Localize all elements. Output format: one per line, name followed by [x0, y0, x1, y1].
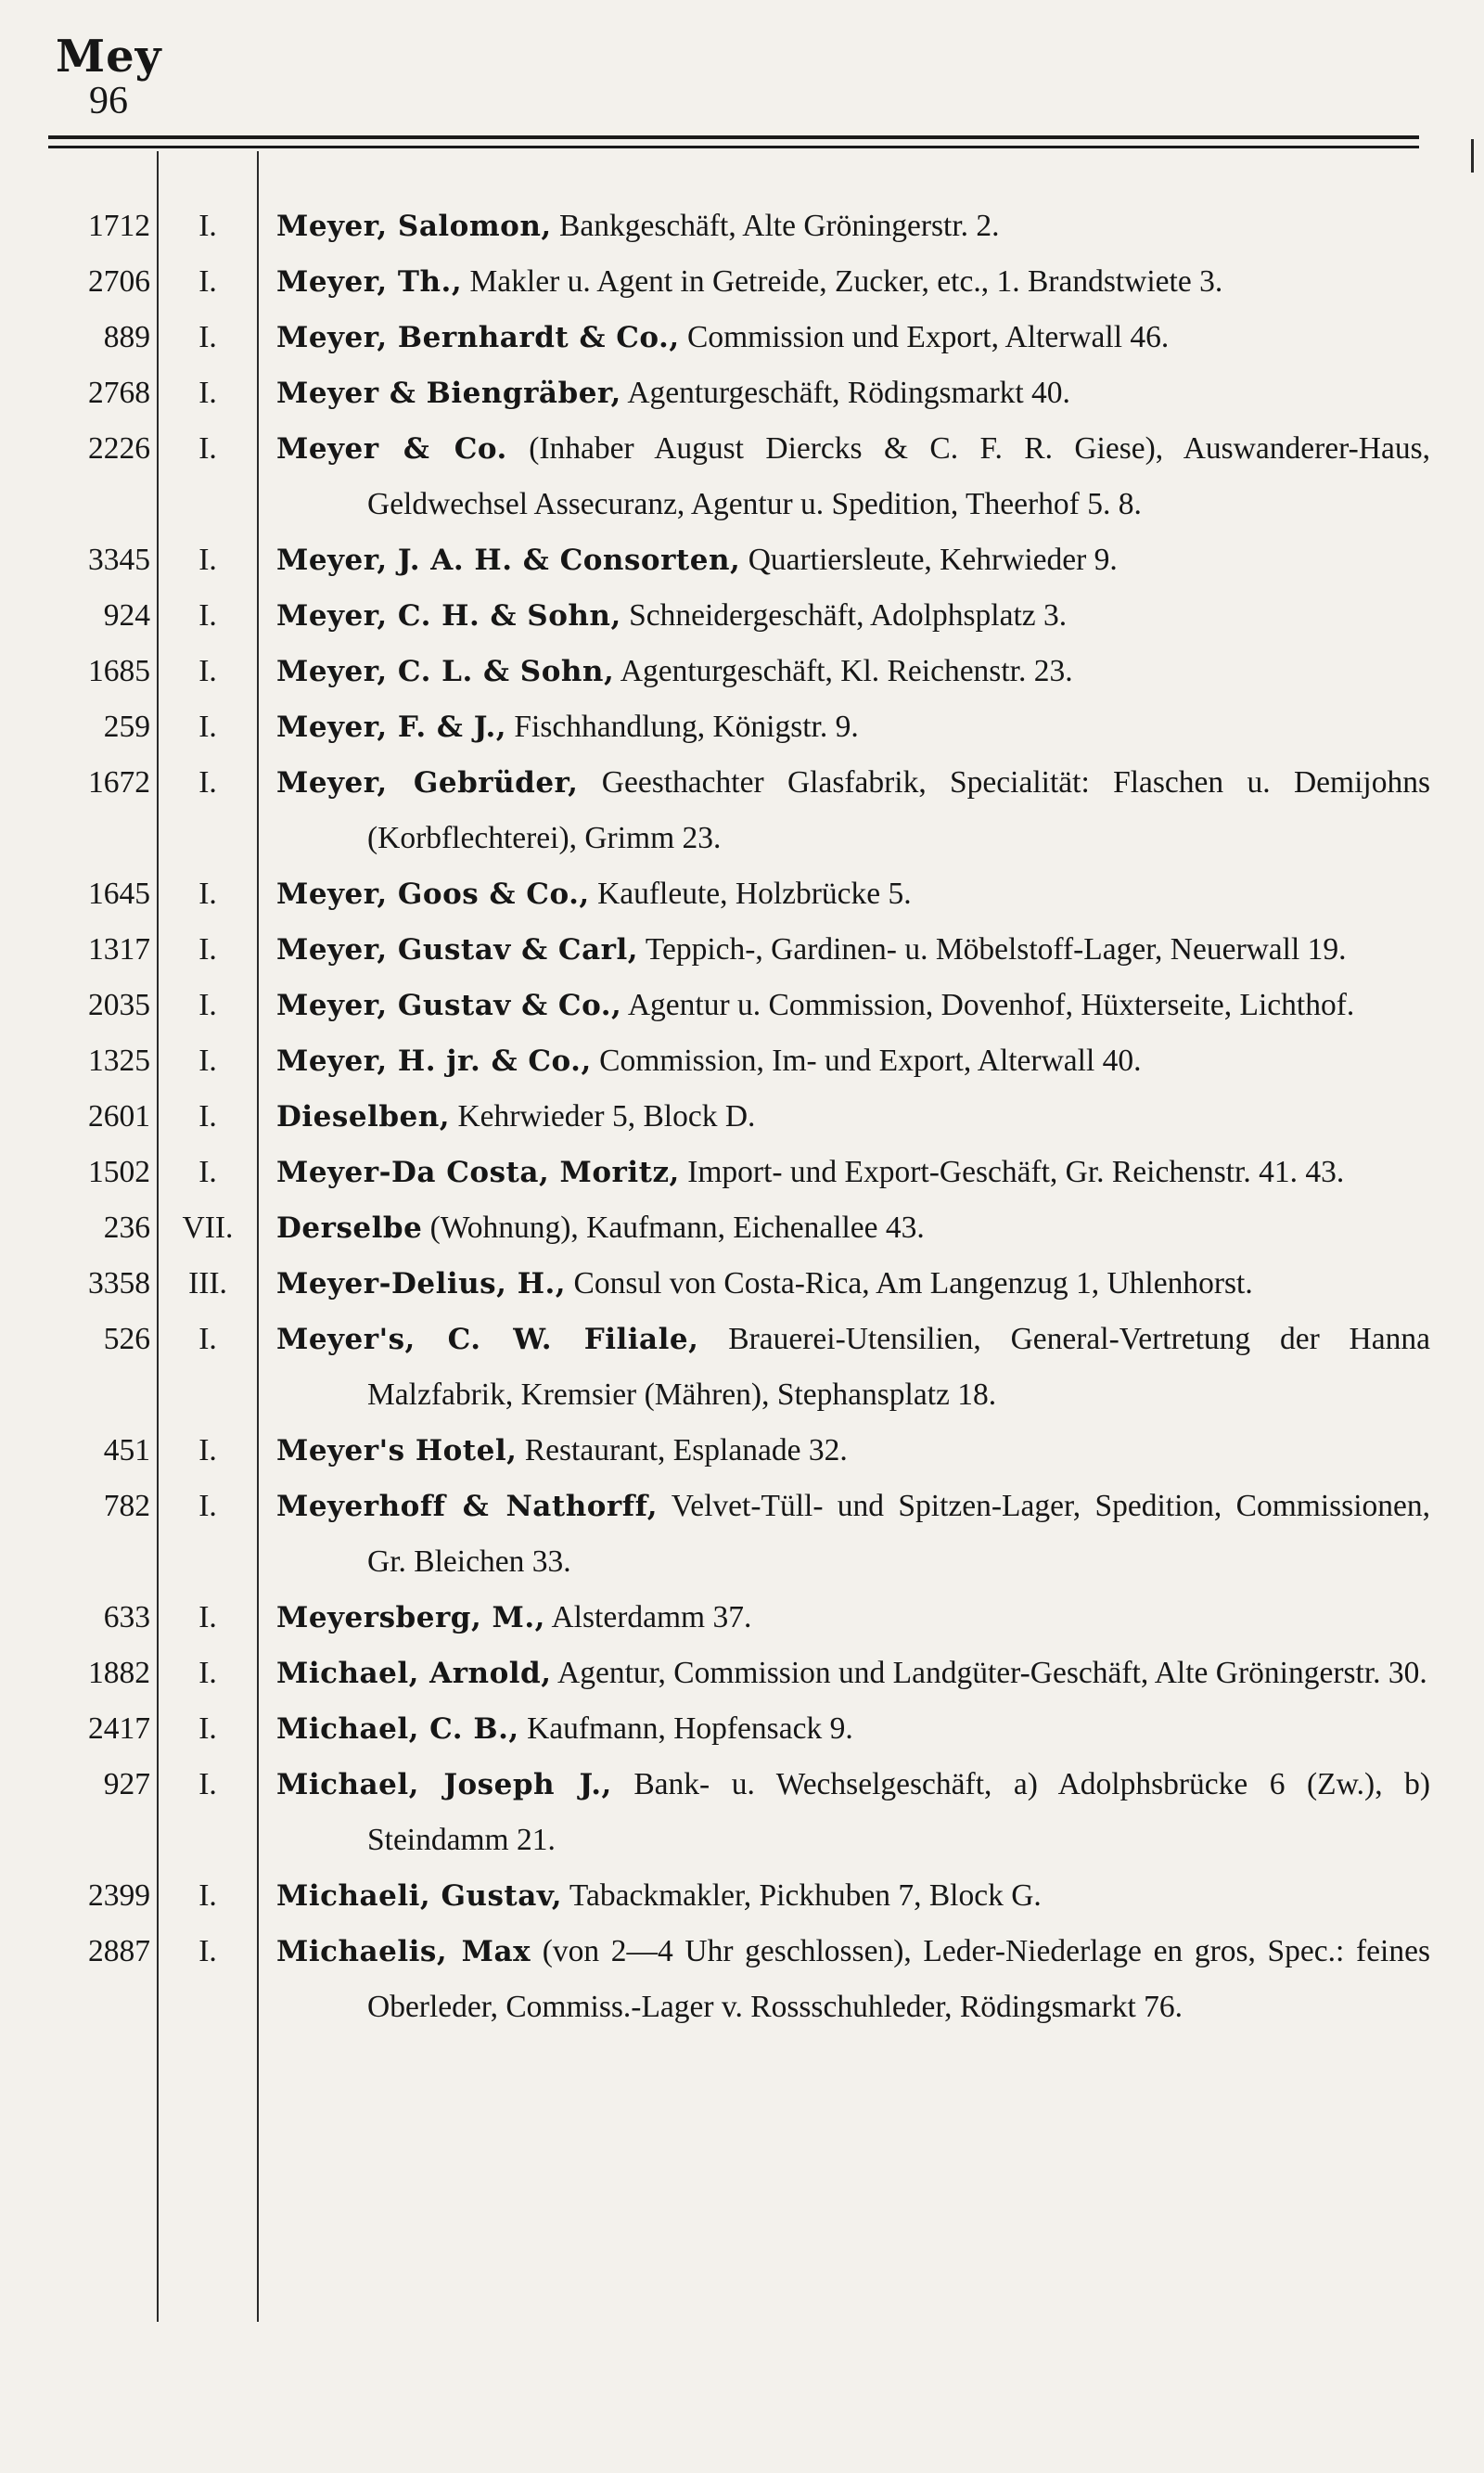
- header-rule-thin: [48, 146, 1419, 148]
- entry-number: 1882: [88, 1656, 150, 1690]
- entry-number: 1672: [88, 765, 150, 800]
- directory-entry: [0, 1868, 1484, 1924]
- entry-name: Michaelis, Max: [276, 1935, 531, 1968]
- entry-number: 2706: [88, 264, 150, 299]
- entry-description: Restaurant, Esplanade 32.: [517, 1433, 848, 1467]
- header-rule-thick: [48, 135, 1419, 139]
- entry-name: Meyer, Gebrüder,: [276, 766, 579, 800]
- entry-district: I.: [198, 1767, 217, 1801]
- entry-district: I.: [198, 1155, 217, 1189]
- entry-name: Meyer & Biengräber,: [276, 377, 621, 410]
- entry-description: Bank- u. Wechselgeschäft, a) Adolphsbrücke 6 (Zw.), b) Steindamm 21.: [367, 1767, 1430, 1857]
- entry-description: Tabackmakler, Pickhuben 7, Block G.: [562, 1878, 1042, 1913]
- directory-entry: [0, 1701, 1484, 1757]
- entry-district: I.: [198, 988, 217, 1022]
- entry-text: [276, 644, 1430, 699]
- entry-text: [276, 365, 1430, 421]
- entry-name: Meyer, Goos & Co.,: [276, 878, 590, 911]
- entry-text: [276, 1200, 1430, 1256]
- directory-entry: [0, 1757, 1484, 1868]
- entry-description: Kehrwieder 5, Block D.: [450, 1099, 756, 1134]
- entry-number: 1712: [88, 209, 150, 243]
- entry-number: 633: [103, 1600, 150, 1634]
- entry-name: Meyer, J. A. H. & Consorten,: [276, 544, 741, 577]
- directory-entry: [0, 588, 1484, 644]
- entry-name: Meyer-Delius, H.,: [276, 1267, 567, 1301]
- entry-description: (von 2—4 Uhr geschlossen), Leder-Niederlage en gros, Spec.: feines Oberleder, Commiss.-Lager v. Rossschuhleder, Rödingsmarkt 76.: [367, 1934, 1430, 2024]
- entry-name: Meyer, Salomon,: [276, 210, 552, 243]
- entry-description: Quartiersleute, Kehrwieder 9.: [740, 543, 1118, 577]
- entry-text: [276, 1757, 1430, 1868]
- entry-number: 3345: [88, 543, 150, 577]
- entry-text: [276, 1423, 1430, 1479]
- entry-text: [276, 1256, 1430, 1312]
- entry-name: Michael, Joseph J.,: [276, 1768, 612, 1801]
- entry-name: Meyer-Da Costa, Moritz,: [276, 1156, 680, 1189]
- entry-number: 924: [103, 598, 150, 633]
- entry-text: [276, 1312, 1430, 1423]
- entry-district: I.: [198, 598, 217, 633]
- entry-district: I.: [198, 710, 217, 744]
- entry-description: Geesthachter Glasfabrik, Specialität: Flaschen u. Demijohns (Korbflechterei), Grimm 23.: [367, 765, 1430, 855]
- edge-mark: [1471, 139, 1474, 173]
- directory-entry: [0, 1646, 1484, 1701]
- entry-text: [276, 1479, 1430, 1590]
- entry-district: I.: [198, 1433, 217, 1467]
- directory-entry: [0, 1312, 1484, 1423]
- entry-text: [276, 866, 1430, 922]
- directory-entries: [0, 199, 1484, 2035]
- entry-number: 451: [103, 1433, 150, 1467]
- entry-text: [276, 532, 1430, 588]
- directory-entry: [0, 755, 1484, 866]
- entry-district: I.: [198, 1099, 217, 1134]
- entry-description: Agentur, Commission und Landgüter-Geschäft, Alte Gröningerstr. 30.: [551, 1656, 1427, 1690]
- entry-number: 889: [103, 320, 150, 354]
- entry-district: I.: [198, 932, 217, 967]
- entry-number: 2226: [88, 431, 150, 466]
- entry-number: 1325: [88, 1044, 150, 1078]
- entry-text: [276, 254, 1430, 310]
- directory-entry: [0, 1423, 1484, 1479]
- entry-name: Meyer, Gustav & Carl,: [276, 933, 639, 967]
- entry-name: Meyer, H. jr. & Co.,: [276, 1044, 592, 1078]
- entry-district: I.: [198, 209, 217, 243]
- entry-district: I.: [198, 877, 217, 911]
- entry-description: Makler u. Agent in Getreide, Zucker, etc., 1. Brandstwiete 3.: [462, 264, 1223, 299]
- entry-district: I.: [198, 654, 217, 688]
- entry-text: [276, 199, 1430, 254]
- entry-district: I.: [198, 1489, 217, 1523]
- entry-name: Meyer, C. H. & Sohn,: [276, 599, 621, 633]
- entry-text: [276, 699, 1430, 755]
- entry-description: Teppich-, Gardinen- u. Möbelstoff-Lager, Neuerwall 19.: [638, 932, 1347, 967]
- entry-number: 259: [103, 710, 150, 744]
- entry-text: [276, 755, 1430, 866]
- entry-district: I.: [198, 1044, 217, 1078]
- entry-district: I.: [198, 1656, 217, 1690]
- entry-description: Consul von Costa-Rica, Am Langenzug 1, Uhlenhorst.: [566, 1266, 1253, 1301]
- directory-entry: [0, 1145, 1484, 1200]
- entry-description: Agenturgeschäft, Rödingsmarkt 40.: [620, 376, 1070, 410]
- entry-number: 1317: [88, 932, 150, 967]
- entry-name: Derselbe: [276, 1211, 423, 1245]
- directory-entry: [0, 310, 1484, 365]
- entry-text: [276, 588, 1430, 644]
- entry-district: I.: [198, 1711, 217, 1746]
- entry-text: [276, 922, 1430, 978]
- entry-description: Alsterdamm 37.: [544, 1600, 752, 1634]
- entry-description: Commission und Export, Alterwall 46.: [679, 320, 1170, 354]
- entry-district: III.: [188, 1266, 227, 1301]
- entry-number: 2601: [88, 1099, 150, 1134]
- entry-name: Meyer & Co.: [276, 432, 507, 466]
- entry-description: Import- und Export-Geschäft, Gr. Reichenstr. 41. 43.: [679, 1155, 1345, 1189]
- entry-description: Kaufleute, Holzbrücke 5.: [589, 877, 912, 911]
- directory-entry: [0, 866, 1484, 922]
- entry-name: Meyer, Bernhardt & Co.,: [276, 321, 680, 354]
- entry-number: 2035: [88, 988, 150, 1022]
- page-number: 96: [89, 80, 128, 122]
- entry-text: [276, 1590, 1430, 1646]
- directory-entry: [0, 978, 1484, 1033]
- entry-description: Fischhandlung, Königstr. 9.: [506, 710, 859, 744]
- entry-description: (Inhaber August Diercks & C. F. R. Giese), Auswanderer-Haus, Geldwechsel Assecuranz, Agentur u. Spedition, Theerhof 5. 8.: [367, 431, 1430, 521]
- entry-description: Brauerei-Utensilien, General-Vertretung der Hanna Malzfabrik, Kremsier (Mähren), Stephansplatz 18.: [367, 1322, 1430, 1412]
- entry-name: Michael, C. B.,: [276, 1712, 519, 1746]
- entry-name: Michael, Arnold,: [276, 1657, 552, 1690]
- entry-name: Meyerhoff & Nathorff,: [276, 1490, 659, 1523]
- entry-text: [276, 1924, 1430, 2035]
- directory-entry: [0, 644, 1484, 699]
- directory-entry: [0, 365, 1484, 421]
- directory-entry: [0, 1924, 1484, 2035]
- entry-description: Kaufmann, Hopfensack 9.: [518, 1711, 853, 1746]
- entry-name: Meyer, F. & J.,: [276, 711, 507, 744]
- entry-number: 1685: [88, 654, 150, 688]
- entry-description: Bankgeschäft, Alte Gröningerstr. 2.: [551, 209, 1000, 243]
- directory-entry: [0, 1590, 1484, 1646]
- running-head-keyword: Mey: [56, 31, 162, 83]
- entry-text: [276, 978, 1430, 1033]
- entry-number: 2768: [88, 376, 150, 410]
- directory-entry: [0, 1256, 1484, 1312]
- entry-district: I.: [198, 376, 217, 410]
- directory-entry: [0, 532, 1484, 588]
- directory-entry: [0, 254, 1484, 310]
- entry-name: Dieselben,: [276, 1100, 451, 1134]
- entry-name: Meyer, Gustav & Co.,: [276, 989, 622, 1022]
- entry-district: I.: [198, 431, 217, 466]
- entry-text: [276, 1033, 1430, 1089]
- entry-number: 236: [103, 1211, 150, 1245]
- entry-number: 2417: [88, 1711, 150, 1746]
- entry-name: Meyer's, C. W. Filiale,: [276, 1323, 699, 1356]
- entry-number: 2887: [88, 1934, 150, 1968]
- entry-number: 526: [103, 1322, 150, 1356]
- entry-district: I.: [198, 1934, 217, 1968]
- entry-description: Velvet-Tüll- und Spitzen-Lager, Spedition, Commissionen, Gr. Bleichen 33.: [367, 1489, 1430, 1579]
- entry-number: 927: [103, 1767, 150, 1801]
- directory-entry: [0, 1089, 1484, 1145]
- entry-district: I.: [198, 1878, 217, 1913]
- entry-district: I.: [198, 765, 217, 800]
- page-header: [56, 32, 334, 122]
- directory-entry: [0, 922, 1484, 978]
- directory-entry: [0, 1033, 1484, 1089]
- entry-district: I.: [198, 264, 217, 299]
- entry-district: I.: [198, 320, 217, 354]
- entry-district: VII.: [182, 1211, 234, 1245]
- entry-text: [276, 1646, 1430, 1701]
- entry-description: Agenturgeschäft, Kl. Reichenstr. 23.: [614, 654, 1073, 688]
- entry-number: 1645: [88, 877, 150, 911]
- entry-description: (Wohnung), Kaufmann, Eichenallee 43.: [422, 1211, 925, 1245]
- entry-district: I.: [198, 543, 217, 577]
- entry-text: [276, 421, 1430, 532]
- directory-entry: [0, 421, 1484, 532]
- entry-name: Michaeli, Gustav,: [276, 1879, 563, 1913]
- entry-text: [276, 1868, 1430, 1924]
- directory-entry: [0, 1479, 1484, 1590]
- entry-number: 3358: [88, 1266, 150, 1301]
- directory-entry: [0, 1200, 1484, 1256]
- entry-name: Meyer's Hotel,: [276, 1434, 518, 1467]
- entry-number: 2399: [88, 1878, 150, 1913]
- entry-text: [276, 1089, 1430, 1145]
- entry-text: [276, 1701, 1430, 1757]
- entry-district: I.: [198, 1322, 217, 1356]
- entry-text: [276, 310, 1430, 365]
- entry-description: Commission, Im- und Export, Alterwall 40.: [591, 1044, 1142, 1078]
- entry-description: Agentur u. Commission, Dovenhof, Hüxterseite, Lichthof.: [621, 988, 1355, 1022]
- directory-entry: [0, 699, 1484, 755]
- entry-name: Meyer, C. L. & Sohn,: [276, 655, 615, 688]
- entry-number: 1502: [88, 1155, 150, 1189]
- entry-text: [276, 1145, 1430, 1200]
- entry-number: 782: [103, 1489, 150, 1523]
- directory-entry: [0, 199, 1484, 254]
- entry-district: I.: [198, 1600, 217, 1634]
- entry-name: Meyersberg, M.,: [276, 1601, 545, 1634]
- entry-name: Meyer, Th.,: [276, 265, 463, 299]
- entry-description: Schneidergeschäft, Adolphsplatz 3.: [620, 598, 1068, 633]
